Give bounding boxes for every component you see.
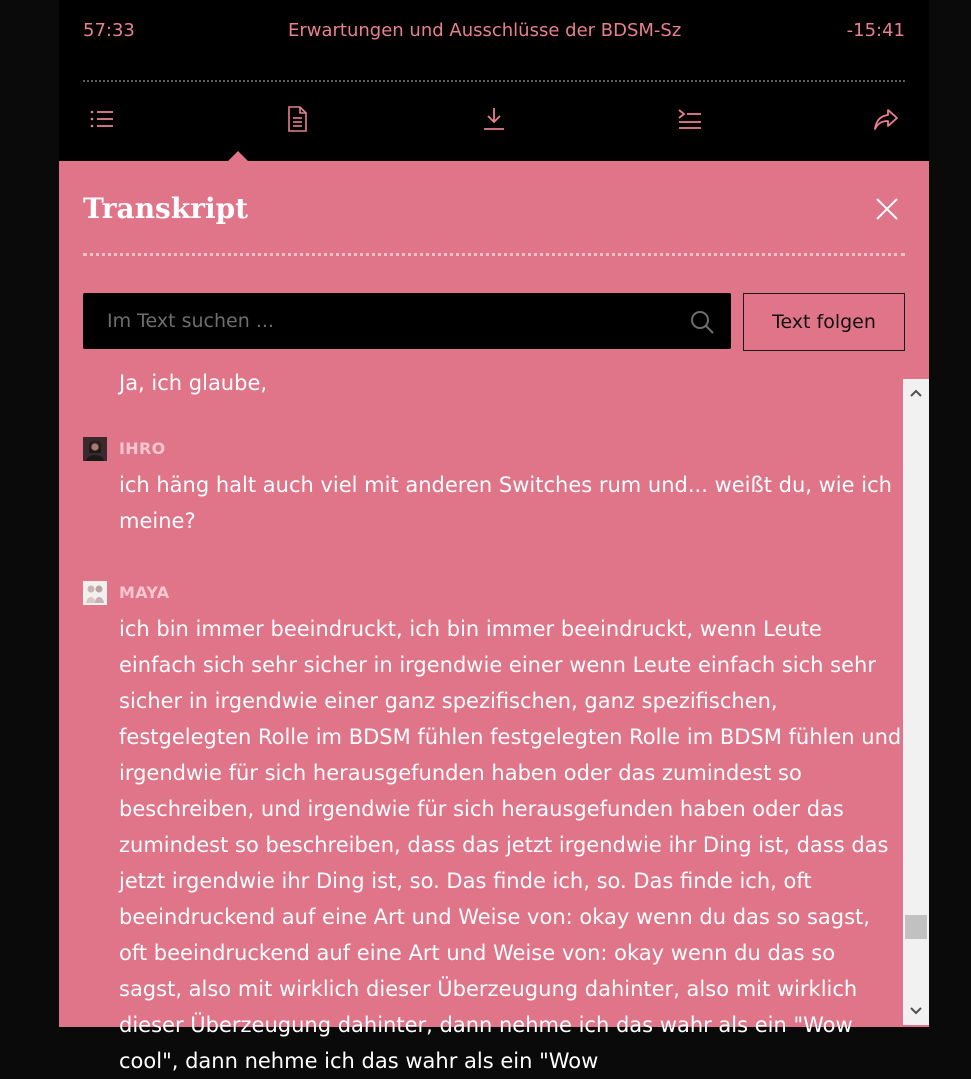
active-tab-pointer <box>228 151 248 161</box>
search-icon[interactable] <box>689 309 715 335</box>
scroll-down-button[interactable] <box>903 999 929 1023</box>
share-icon <box>872 105 900 133</box>
chevron-up-icon <box>910 389 922 397</box>
audio-player-header <box>59 0 929 161</box>
episode-title: Erwartungen und Ausschlüsse der BDSM-Sz <box>288 20 682 41</box>
elapsed-time: 57:33 <box>83 20 135 41</box>
search-input[interactable] <box>83 293 663 349</box>
follow-text-button[interactable]: Text folgen <box>743 293 905 351</box>
transcript-list[interactable] <box>59 371 903 1073</box>
remaining-time: -15:41 <box>846 20 905 41</box>
chevron-down-icon <box>910 1007 922 1015</box>
utterance-text: ich bin immer beeindruckt, ich bin immer beeindruckt, wenn Leute einfach sich sehr sicher in irgendwie einer wenn Leute einfach sich sehr sicher in irgendwie einer ganz spezifischen, ganz spezifischen, festgelegten Rolle im BDSM fühlen festgelegten Rolle im BDSM fühlen und irgendwie für sich herausgefunden haben oder das zumindest so beschreiben, und irgendwie für sich herausgefunden haben oder das zumindest so beschreiben, dass das jetzt irgendwie ihr Ding ist, dass das jetzt irgendwie ihr Ding ist, so. Das finde ich, so. Das finde ich, oft beeindruckend auf eine Art und Weise von: okay wenn du das so sagst, oft beeindruckend auf eine Art und Weise von: okay wenn du das so sagst, also mit wirklich dieser Überzeugung dahinter, also mit wirklich dieser Überzeugung dahinter, dann nehme ich das wahr als ein "Wow cool", dann nehme ich das wahr als ein "Wow <box>119 617 902 1073</box>
player-divider <box>83 80 905 82</box>
avatar <box>83 437 107 461</box>
list-item <box>83 581 903 1073</box>
transcript-button[interactable] <box>280 102 314 136</box>
close-icon <box>875 197 899 221</box>
transcript-panel <box>59 161 929 1073</box>
scroll-up-button[interactable] <box>903 381 929 405</box>
playlist-button[interactable] <box>673 102 707 136</box>
playlist-icon <box>676 105 704 133</box>
avatar <box>83 581 107 605</box>
panel-title: Transkript <box>83 192 249 225</box>
chapters-button[interactable] <box>85 102 119 136</box>
partial-utterance: Ja, ich glaube, <box>119 371 268 395</box>
scroll-thumb[interactable] <box>905 915 927 939</box>
share-button[interactable] <box>869 102 903 136</box>
download-button[interactable] <box>477 102 511 136</box>
list-icon <box>88 105 116 133</box>
close-button[interactable] <box>875 197 899 221</box>
speaker-name: MAYA <box>119 583 170 602</box>
panel-divider <box>83 253 905 256</box>
document-icon <box>283 105 311 133</box>
utterance-text: ich häng halt auch viel mit anderen Switches rum und... weißt du, wie ich meine? <box>119 473 892 533</box>
speaker-name: IHRO <box>119 439 166 458</box>
transcript-scrollbar[interactable] <box>903 379 929 1025</box>
list-item <box>83 437 903 547</box>
search-box <box>83 293 731 349</box>
download-icon <box>480 105 508 133</box>
